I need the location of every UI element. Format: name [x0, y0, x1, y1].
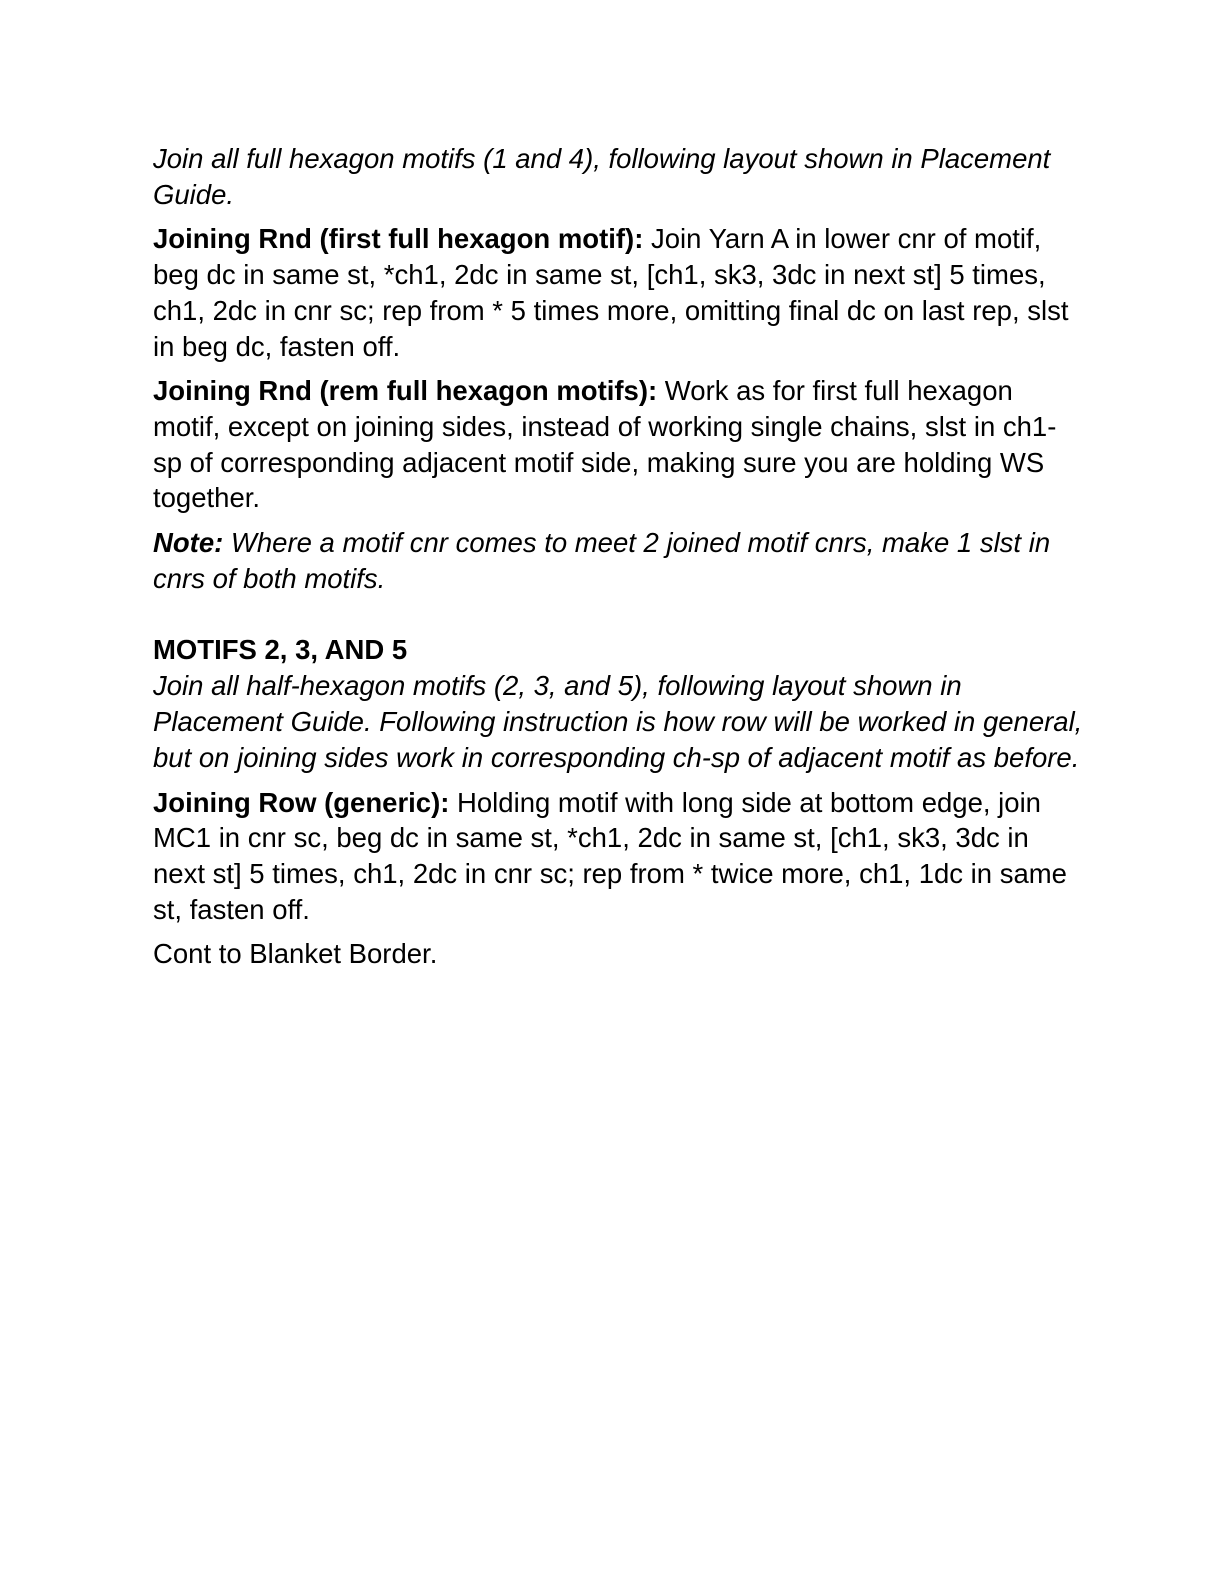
first-joining-round-label: Joining Rnd (first full hexagon motif):	[153, 223, 644, 255]
first-joining-round-paragraph	[153, 221, 1084, 364]
remaining-joining-round-label: Joining Rnd (rem full hexagon motifs):	[153, 375, 658, 407]
note-label: Note:	[153, 527, 224, 559]
joining-row-paragraph	[153, 785, 1084, 928]
intro-paragraph: Join all full hexagon motifs (1 and 4), following layout shown in Placement Guide.	[153, 143, 1051, 210]
joining-row-text: Holding motif with long side at bottom edge, join MC1 in cnr sc, beg dc in same st, *ch1, 2dc in same st, [ch1, sk3, 3dc in next st] 5 times, ch1, 2dc in cnr sc; rep from * twice more, ch1, 1dc in same st, fasten off.	[153, 786, 1067, 925]
note-paragraph	[153, 525, 1084, 596]
half-hexagon-intro-paragraph: Join all half-hexagon motifs (2, 3, and 5), following layout shown in Placement Guide. Following instruction is how row will be worked in general, but on joining sides work in corresponding ch-sp of adjacent motif as before.	[153, 670, 1083, 773]
first-joining-round-text: Join Yarn A in lower cnr of motif, beg dc in same st, *ch1, 2dc in same st, [ch1, sk3, 3dc in next st] 5 times, ch1, 2dc in cnr sc; rep from * 5 times more, omitting final dc on last rep, slst in beg dc, fasten off.	[153, 223, 1069, 362]
joining-row-label: Joining Row (generic):	[153, 786, 450, 818]
note-text: Where a motif cnr comes to meet 2 joined motif cnrs, make 1 slst in cnrs of both motifs.	[153, 527, 1051, 594]
remaining-joining-round-paragraph	[153, 373, 1084, 516]
remaining-joining-round-text: Work as for first full hexagon motif, except on joining sides, instead of working single chains, slst in ch1-sp of corresponding adjacent motif side, making sure you are holding WS together.	[153, 375, 1057, 514]
continue-paragraph: Cont to Blanket Border.	[153, 938, 438, 970]
section-heading: MOTIFS 2, 3, AND 5	[153, 634, 408, 666]
